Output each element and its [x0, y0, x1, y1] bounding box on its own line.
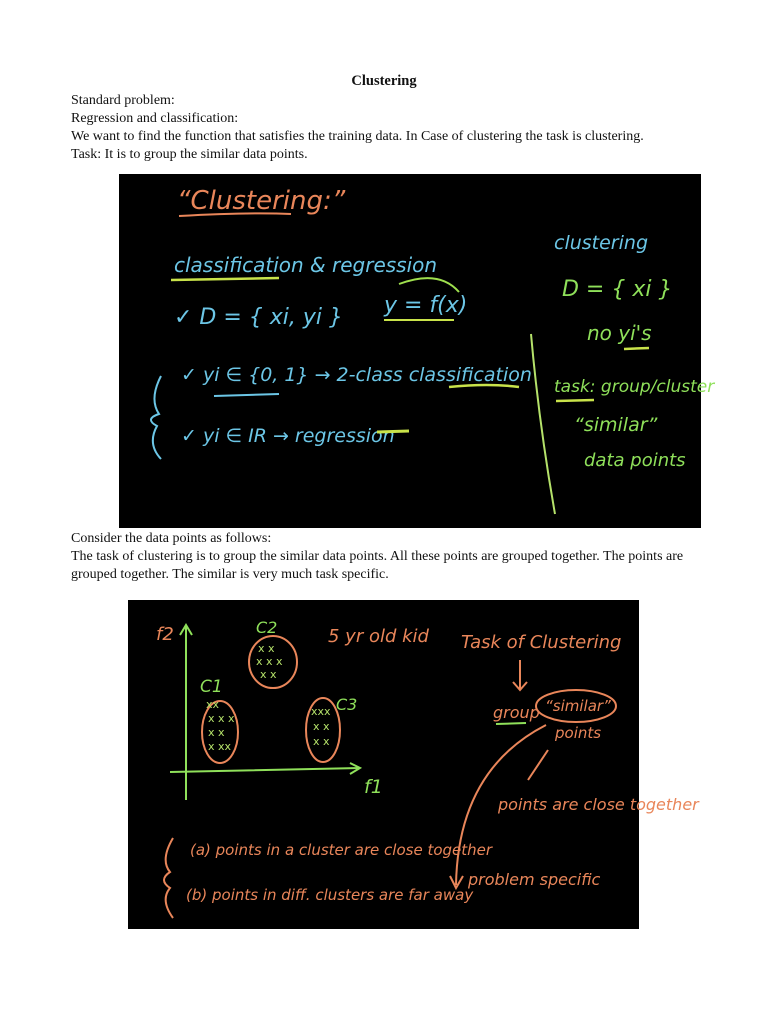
- fig1-task: task: group/cluster: [554, 377, 715, 397]
- fig2-label-c3: C3: [336, 695, 358, 714]
- fig1-right-dataset: D = { xi }: [562, 277, 673, 302]
- fig1-function: y = f(x): [384, 293, 468, 318]
- fig1-right-noy: no yi's: [587, 321, 652, 345]
- fig2-brace: [164, 838, 173, 918]
- figure-classification-vs-clustering: [119, 174, 715, 528]
- fig2-c3-points: xxx: [311, 705, 331, 718]
- fig2-x-axis: [170, 763, 360, 774]
- fig2-task-title: Task of Clustering: [461, 632, 622, 653]
- fig1-reg-rule: ✓ yi ∈ IR → regression: [181, 425, 395, 447]
- fig2-axis-y: f2: [156, 624, 174, 645]
- fig2-problem: problem specific: [468, 870, 601, 889]
- fig2-label-c1: C1: [200, 677, 223, 697]
- fig2-c1-points: xx: [206, 698, 220, 711]
- fig2-rule-a: (a) points in a cluster are close together: [190, 841, 493, 859]
- fig2-c3-points: x x: [313, 720, 330, 733]
- fig1-heading-underline: [171, 278, 279, 280]
- fig1-class-highlight: [449, 385, 519, 387]
- fig2-group-underline: [496, 723, 526, 724]
- intro-line-1: Standard problem:: [71, 93, 175, 108]
- fig1-right-title: clustering: [554, 232, 648, 254]
- fig2-similar: “similar”: [545, 697, 611, 715]
- fig1-brace: [151, 376, 161, 459]
- fig2-c1-points: x xx: [208, 740, 232, 753]
- fig1-divider: [531, 334, 555, 514]
- fig1-class-rule: ✓ yi ∈ {0, 1} → 2-class classification: [181, 364, 532, 386]
- body-paragraph: The task of clustering is to group the similar data points. All these points are grouped together. The points are grouped together. The similar is very much task specific.: [71, 549, 684, 582]
- fig1-reg-highlight: [377, 431, 409, 432]
- fig2-c1-points: x x x: [208, 712, 235, 725]
- fig2-c3-points: x x: [313, 735, 330, 748]
- fig1-task-underline: [556, 400, 594, 401]
- fig1-similar: “similar”: [574, 414, 658, 436]
- intro-line-3: We want to find the function that satisfies the training data. In Case of clustering the task is clustering.: [71, 129, 644, 144]
- fig1-dataset: ✓ D = { xi, yi }: [174, 305, 344, 330]
- fig2-y-axis: [180, 625, 192, 800]
- figure-task-of-clustering: [128, 600, 699, 929]
- fig1-noy-underline: [624, 348, 649, 349]
- fig2-group: group: [493, 703, 540, 722]
- fig2-points: points: [555, 724, 602, 742]
- fig1-arrow-curve: [399, 278, 459, 292]
- fig2-c2-points: x x: [258, 642, 275, 655]
- fig2-c2-points: x x x: [256, 655, 283, 668]
- fig2-label-c2: C2: [256, 618, 278, 637]
- intro-line-2: Regression and classification:: [71, 111, 239, 126]
- fig2-kid: 5 yr old kid: [328, 626, 429, 647]
- fig2-axis-x: f1: [364, 776, 383, 798]
- fig1-datapoints: data points: [584, 450, 686, 471]
- fig2-rule-b: (b) points in diff. clusters are far away: [186, 886, 474, 904]
- fig2-points-arrow: [528, 750, 548, 780]
- fig1-class-underline: [214, 394, 279, 396]
- document-title: Clustering: [351, 73, 417, 89]
- fig2-c2-points: x x: [260, 668, 277, 681]
- intro-line-4: Task: It is to group the similar data points.: [71, 147, 308, 162]
- fig2-close: points are close together: [498, 795, 699, 814]
- body-line-1: Consider the data points as follows:: [71, 531, 272, 546]
- fig1-heading: classification & regression: [174, 253, 438, 277]
- fig2-c1-points: x x: [208, 726, 225, 739]
- fig1-title: “Clustering:”: [177, 186, 346, 216]
- fig2-down-arrow: [513, 660, 527, 690]
